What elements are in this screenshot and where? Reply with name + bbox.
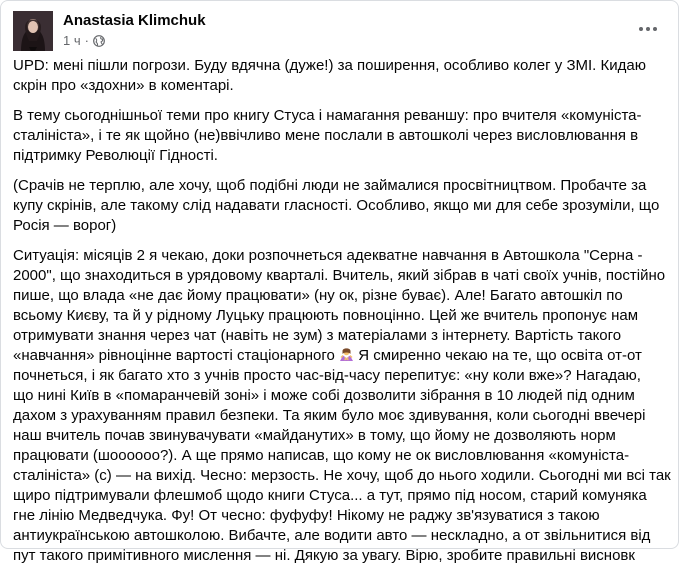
author-name[interactable]: Anastasia Klimchuk — [63, 12, 206, 29]
text-segment: Я смиренно чекаю на те, що освіта от-от — [354, 347, 642, 364]
dot — [639, 27, 643, 31]
text-line: підтримку Революції Гідності. — [13, 147, 218, 164]
post-header — [13, 9, 666, 53]
meta-separator: · — [84, 33, 89, 48]
profile-photo-icon — [13, 11, 53, 51]
person-gesturing-no-emoji-icon — [339, 347, 354, 362]
text-line: (Срачів не терплю, але хочу, щоб подібні люди не займалися просвітництвом. Пробачте за — [13, 177, 647, 194]
text-line: Ситуація: місяців 2 я чекаю, доки розпочнеться адекватне навчання в Автошкола "Серна - — [13, 247, 643, 264]
dot — [653, 27, 657, 31]
post-meta — [63, 33, 105, 48]
text-line: всьому Києву, та й у рідному Луцьку працюють повноцінно. Цей же вчитель пропонує нам — [13, 307, 639, 324]
text-line: В тему сьогоднішньої теми про книгу Стуса і намагання реваншу: про вчителя «комуніста- — [13, 107, 642, 124]
paragraph-topic — [13, 106, 669, 166]
text-line: Росія — ворог) — [13, 217, 117, 234]
text-line: отримувати знання через чат (навіть не зум) з матеріалами з інтернету. Вартість такого — [13, 327, 622, 344]
text-line: UPD: мені пішли погрози. Буду вдячна (дуже!) за поширення, особливо колег у ЗМІ. Кидаю — [13, 57, 646, 74]
text-line: щиро підтримували флешмоб щодо книги Стуса... а тут, прямо під носом, старий комуняка — [13, 487, 647, 504]
text-line: 2000", що знаходиться в урядовому кварталі. Вчитель, який зібрав в чаті своїх учнів, постійно — [13, 267, 666, 284]
text-segment: «навчання» рівноцінне вартості стаціонарного — [13, 347, 335, 364]
text-line: дахом з урахуванням правил безпеки. Та яким було моє здивування, коли сьогодні ввечері — [13, 407, 646, 424]
text-line: антиукраїнською автошколою. Вибачте, але водити авто — нескладно, а от звільнитися від — [13, 527, 651, 544]
more-options-button[interactable] — [630, 11, 666, 47]
text-line: купу скрінів, але такому слід надавати гласності. Особливо, якщо ми для себе зрозуміли, що — [13, 197, 660, 214]
text-line: пут такого примітивного мислення — ні. Дякую за увагу. Вірю, зробите правильні висновк — [13, 547, 635, 564]
text-line: наш вчитель почав звинувачувати «майданутих» в тому, що йому не дозволяють норм — [13, 427, 616, 444]
text-line: працювати (шоооооо?). А ще прямо написав, що кому не ок висловлювання «комуніста- — [13, 447, 630, 464]
text-line: гне лінію Медведчука. Фу! От чесно: фуфуфу! Нікому не раджу зв'язуватися з такою — [13, 507, 600, 524]
post-text — [13, 56, 669, 576]
dot — [646, 27, 650, 31]
paragraph-situation — [13, 246, 669, 566]
text-line: пише, що влада «не дає йому працювати» (ну ок, різне буває). Але! Багато автошкіл по — [13, 287, 623, 304]
text-line: сталініста» (с) — на вихід. Чесно: мерзость. Не хочу, щоб до нього ходили. Сьогодні ми всі так — [13, 467, 671, 484]
globe-icon[interactable] — [93, 35, 105, 47]
text-line: сталініста», і те як щойно (не)ввічливо мене послали в автошколі через висловлювання в — [13, 127, 639, 144]
text-line: почнеться, і як багато хто з учнів просто час-від-часу перепитує: «ну коли вже»? Нагадаю, — [13, 367, 641, 384]
text-line-with-emoji — [13, 346, 669, 366]
text-line: скрін про «здохни» в коментарі. — [13, 77, 234, 94]
paragraph-update — [13, 56, 669, 96]
post-timestamp[interactable]: 1 ч — [63, 33, 81, 48]
author-avatar[interactable] — [13, 11, 53, 51]
paragraph-disclaimer — [13, 176, 669, 236]
text-line: що нині Київ в «помаранчевій зоні» і може собі дозволити зібрання в 10 людей під одним — [13, 387, 635, 404]
